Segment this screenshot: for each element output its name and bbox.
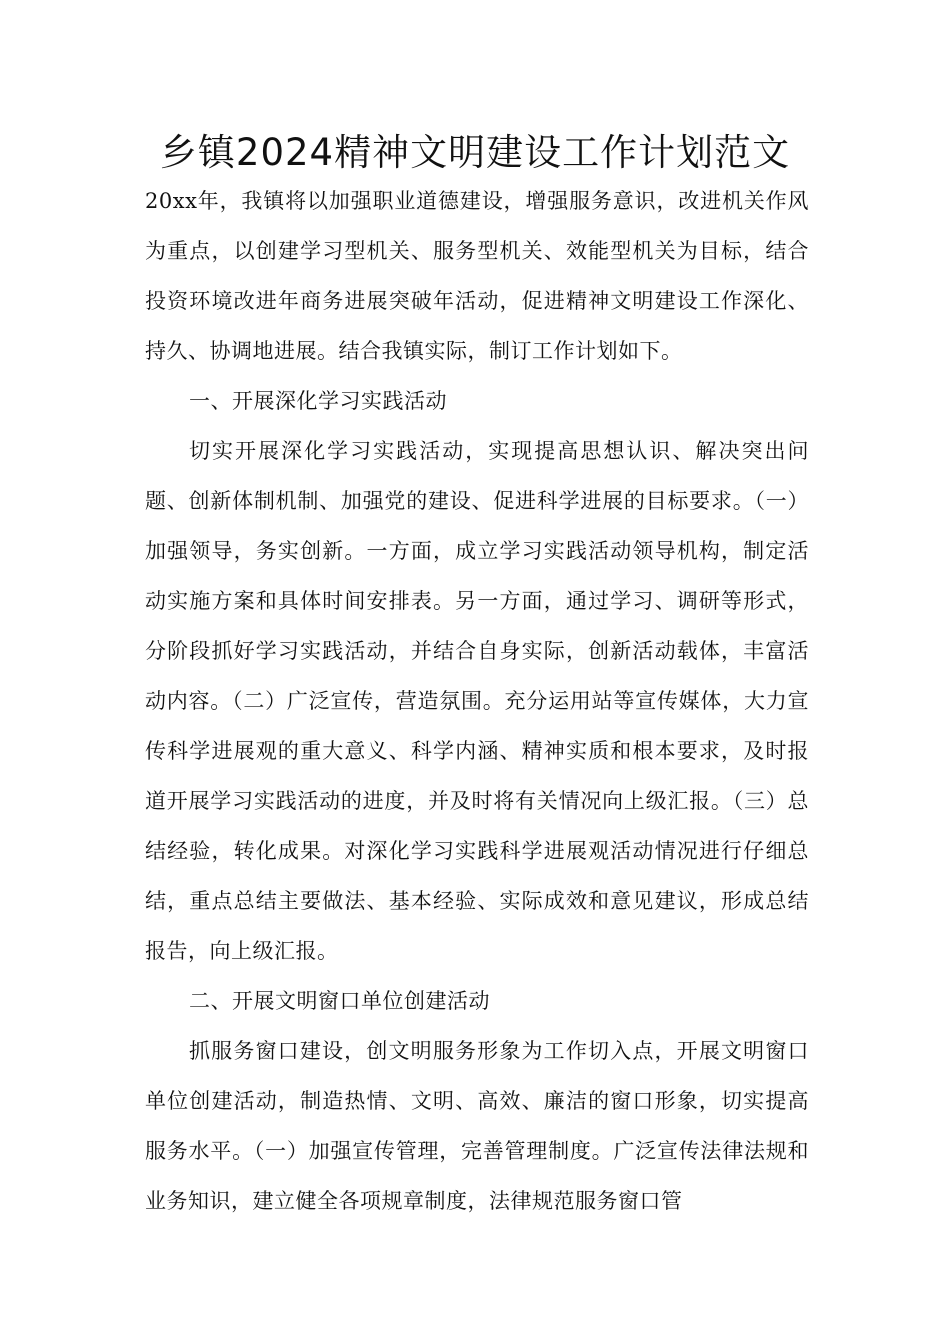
paragraph-section-2: 抓服务窗口建设，创文明服务形象为工作切入点，开展文明窗口单位创建活动，制造热情、文明、高效、廉洁的窗口形象，切实提高服务水平。（一）加强宣传管理，完善管理制度。广泛宣传法律法规和业务知识，建立健全各项规章制度，法律规范服务窗口管	[145, 1039, 809, 1213]
document-title: 乡镇2024精神文明建设工作计划范文	[159, 131, 791, 174]
section-heading-2: 二、开展文明窗口单位创建活动	[189, 989, 490, 1013]
document-body	[145, 176, 809, 1226]
section-heading-1: 一、开展深化学习实践活动	[189, 389, 447, 413]
paragraph-intro: 20xx年，我镇将以加强职业道德建设，增强服务意识，改进机关作风为重点，以创建学习型机关、服务型机关、效能型机关为目标，结合投资环境改进年商务进展突破年活动，促进精神文明建设工作深化、持久、协调地进展。结合我镇实际，制订工作计划如下。	[145, 189, 809, 363]
paragraph-section-1: 切实开展深化学习实践活动，实现提高思想认识、解决突出问题、创新体制机制、加强党的建设、促进科学进展的目标要求。（一）加强领导，务实创新。一方面，成立学习实践活动领导机构，制定活动实施方案和具体时间安排表。另一方面，通过学习、调研等形式，分阶段抓好学习实践活动，并结合自身实际，创新活动载体，丰富活动内容。（二）广泛宣传，营造氛围。充分运用站等宣传媒体，大力宣传科学进展观的重大意义、科学内涵、精神实质和根本要求，及时报道开展学习实践活动的进度，并及时将有关情况向上级汇报。（三）总结经验，转化成果。对深化学习实践科学进展观活动情况进行仔细总结，重点总结主要做法、基本经验、实际成效和意见建议，形成总结报告，向上级汇报。	[145, 439, 809, 963]
